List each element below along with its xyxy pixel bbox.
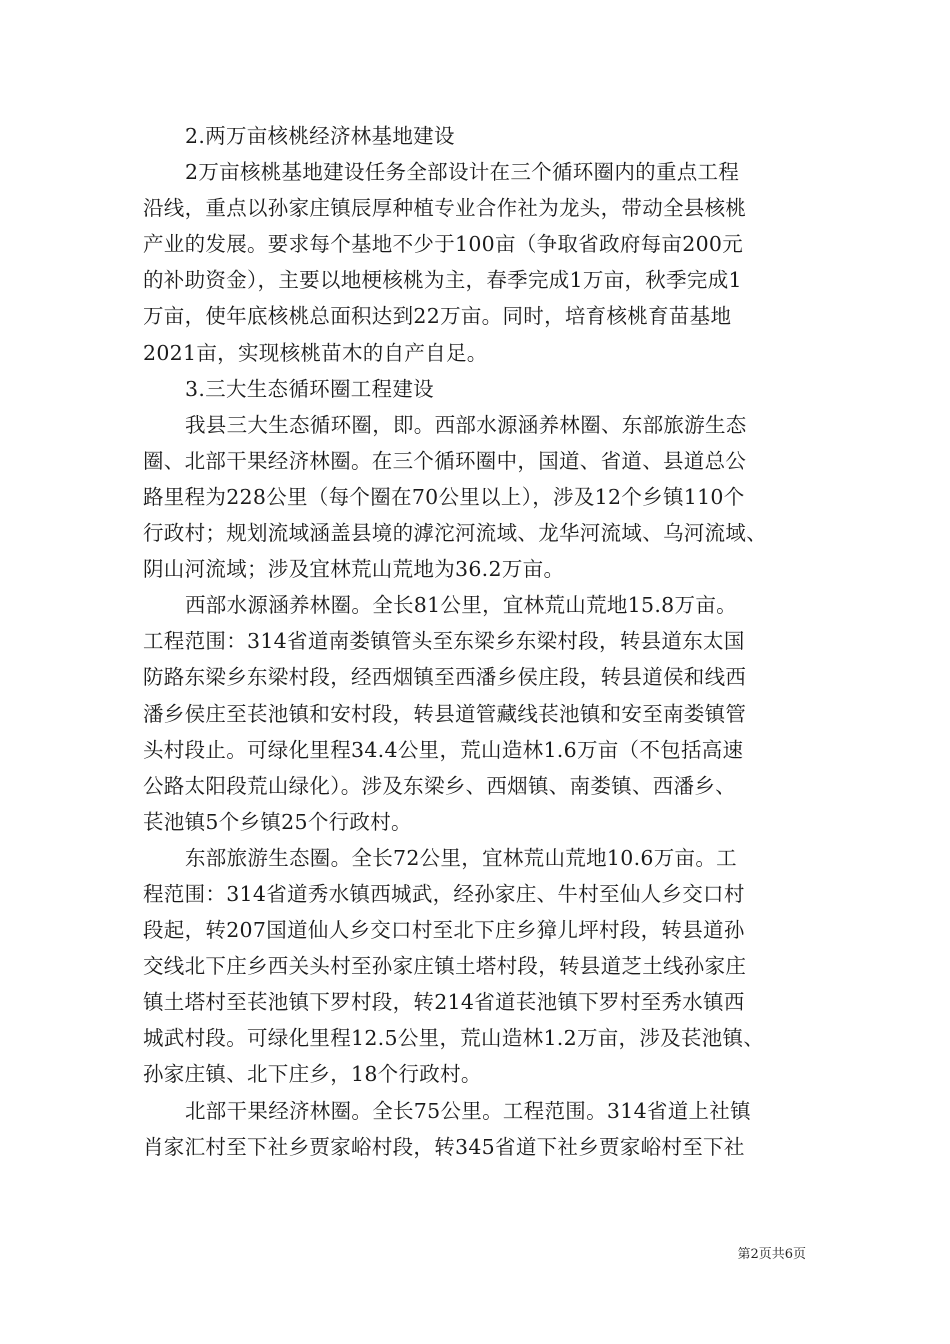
paragraph-line: 的补助资金），主要以地梗核桃为主，春季完成1万亩，秋季完成1 — [143, 268, 742, 293]
paragraph-line: 防路东梁乡东梁村段，经西烟镇至西潘乡侯庄段，转县道侯和线西 — [143, 665, 747, 690]
paragraph-line: 公路太阳段荒山绿化）。涉及东梁乡、西烟镇、南娄镇、西潘乡、 — [143, 773, 736, 798]
paragraph-line: 工程范围：314省道南娄镇管头至东梁乡东梁村段，转县道东太国 — [143, 629, 745, 654]
paragraph-line: 潘乡侯庄至苌池镇和安村段，转县道管藏线苌池镇和安至南娄镇管 — [143, 701, 747, 726]
paragraph-line: 阴山河流域；涉及宜林荒山荒地为36.2万亩。 — [143, 557, 565, 582]
page-number: 第2页共6页 — [737, 1247, 806, 1262]
paragraph-line: 孙家庄镇、北下庄乡，18个行政村。 — [143, 1062, 482, 1087]
paragraph-line: 沿线，重点以孙家庄镇辰厚种植专业合作社为龙头，带动全县核桃 — [143, 196, 747, 221]
paragraph-line: 交线北下庄乡西关头村至孙家庄镇土塔村段，转县道芝土线孙家庄 — [143, 954, 747, 979]
paragraph-line: 路里程为228公里（每个圈在70公里以上），涉及12个乡镇110个 — [143, 484, 745, 509]
paragraph-line: 圈、北部干果经济林圈。在三个循环圈中，国道、省道、县道总公 — [143, 448, 747, 473]
paragraph-line: 东部旅游生态圈。全长72公里，宜林荒山荒地10.6万亩。工 — [185, 845, 737, 870]
paragraph-line: 行政村；规划流域涵盖县境的滹沱河流域、龙华河流域、乌河流域、 — [143, 521, 767, 546]
paragraph-line: 镇土塔村至苌池镇下罗村段，转214省道苌池镇下罗村至秀水镇西 — [143, 990, 745, 1015]
paragraph-line: 头村段止。可绿化里程34.4公里，荒山造林1.6万亩（不包括高速 — [143, 737, 744, 762]
paragraph-line: 我县三大生态循环圈，即。西部水源涵养林圈、东部旅游生态 — [185, 412, 747, 437]
paragraph-line: 西部水源涵养林圈。全长81公里，宜林荒山荒地15.8万亩。 — [185, 593, 737, 618]
section-heading-eco-circles: 3.三大生态循环圈工程建设 — [185, 376, 434, 401]
paragraph-line: 万亩，使年底核桃总面积达到22万亩。同时，培育核桃育苗基地 — [143, 304, 732, 329]
paragraph-line: 城武村段。可绿化里程12.5公里，荒山造林1.2万亩，涉及苌池镇、 — [143, 1026, 765, 1051]
paragraph-line: 北部干果经济林圈。全长75公里。工程范围。314省道上社镇 — [185, 1098, 751, 1123]
paragraph-line: 程范围：314省道秀水镇西城武，经孙家庄、牛村至仙人乡交口村 — [143, 881, 745, 906]
paragraph-line: 苌池镇5个乡镇25个行政村。 — [143, 809, 412, 834]
paragraph-line: 2021亩，实现核桃苗木的自产自足。 — [143, 340, 488, 365]
paragraph-line: 产业的发展。要求每个基地不少于100亩（争取省政府每亩200元 — [143, 232, 744, 257]
section-heading-walnut-base: 2.两万亩核桃经济林基地建设 — [185, 124, 455, 148]
paragraph-line: 段起，转207国道仙人乡交口村至北下庄乡獐儿坪村段，转县道孙 — [143, 918, 745, 943]
paragraph-line: 2万亩核桃基地建设任务全部设计在三个循环圈内的重点工程 — [185, 160, 740, 185]
paragraph-line: 肖家汇村至下社乡贾家峪村段，转345省道下社乡贾家峪村至下社 — [143, 1134, 745, 1159]
document-body — [143, 118, 833, 1165]
